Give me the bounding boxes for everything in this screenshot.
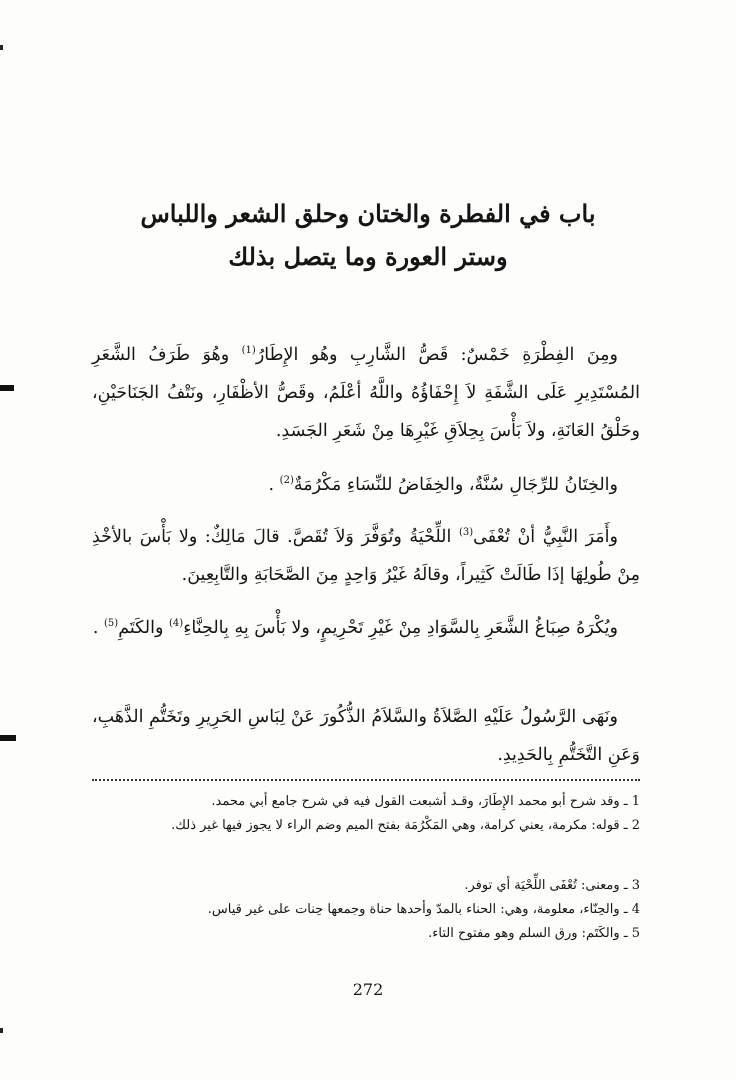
paragraph-sibagh bbox=[92, 609, 640, 647]
paragraph-text: ونَهَى الرَّسُولُ عَلَيْهِ الصَّلاَةُ والسَّلاَمُ الذُّكُورَ عَنْ لِبَاسِ الحَرِيرِ وتَخَتُّمِ الذَّهَبِ، وَعَنِ التَّخَتُّمِ بِالحَدِيدِ. bbox=[92, 707, 640, 765]
footnote-1: 1 ـ وقد شرح أبو محمد الإِطَارَ، وقـد أشبعت القول فيه في شرح جامع أبي محمد. bbox=[211, 794, 640, 809]
footnote-ref: (3) bbox=[458, 527, 474, 539]
footnote-divider bbox=[92, 779, 640, 781]
paragraph-text: ومِنَ الفِطْرَةِ خَمْسٌ: قَصُّ الشَّارِبِ وهُو الإِطَارُ bbox=[255, 345, 618, 365]
margin-mark bbox=[0, 735, 16, 741]
footnote-ref: (4) bbox=[169, 618, 184, 630]
paragraph-khitan bbox=[92, 466, 640, 504]
page-number: 272 bbox=[352, 980, 384, 999]
paragraph-text: اللِّحْيَةُ وتُوَفَّرَ وَلاَ تُقَصَّ. قالَ مَالِكٌ: ولا بَأْسَ بالأخْذِ مِنْ طُولِهَا إذَا طَالَتْ كَثِيراً، وقالَهُ غَيْرُ وَاحِدٍ مِنَ الصَّحَابَةِ والتَّابِعِينَ. bbox=[92, 527, 640, 585]
footnote-ref: (1) bbox=[241, 345, 256, 357]
scan-speck bbox=[0, 45, 3, 50]
paragraph-text: والكَتَمِ bbox=[118, 618, 170, 638]
scan-speck bbox=[0, 1028, 3, 1033]
paragraph-text: والخِتَانُ للرِّجَالِ سُنَّةٌ، والخِفَاضُ للنِّسَاءِ مَكْرُمَةٌ bbox=[293, 475, 618, 495]
footnote-5: 5 ـ والكَتَم: ورق السلم وهو مفتوح التاء. bbox=[428, 926, 640, 941]
chapter-title-line-2: وستر العورة وما يتصل بذلك bbox=[228, 242, 508, 271]
paragraph-text: وهُوَ طَرَفُ الشَّعَرِ المُسْتَدِيرِ عَلَى الشَّفَةِ لاَ إِحْفَاؤُهُ واللَّهُ أعْلَمُ، وقَصُّ الأظْفَارِ، ونَتْفُ الجَنَاحَيْنِ، وحَلْقُ العَانَةِ، ولاَ بَأْسَ بِحِلاَقِ غَيْرِهَا مِنْ شَعَرِ الجَسَدِ. bbox=[92, 345, 640, 441]
footnote-3: 3 ـ ومعنى: تُعْفَى اللِّحْيَة أي توفر. bbox=[464, 878, 640, 893]
paragraph-text: . bbox=[268, 475, 280, 495]
chapter-title-line-1: باب في الفطرة والختان وحلق الشعر واللباس bbox=[140, 199, 596, 228]
paragraph-lihya bbox=[92, 518, 640, 594]
footnote-ref: (5) bbox=[104, 618, 119, 630]
paragraph-libas bbox=[92, 698, 640, 774]
paragraph-fitra bbox=[92, 336, 640, 450]
footnote-ref: (2) bbox=[279, 475, 294, 487]
footnote-4: 4 ـ والحِنّاء، معلومة، وهي: الحناء بالمدّ وأحدها حناة وجمعها حِنات على غير قياس. bbox=[207, 902, 640, 917]
paragraph-text: ويُكْرَهُ صِبَاغُ الشَّعَرِ بِالسَّوَادِ مِنْ غَيْرِ تَحْرِيمٍ، ولا بَأْسَ بِهِ بِالحِنَّاءِ bbox=[183, 618, 618, 638]
paragraph-text: . bbox=[92, 618, 105, 638]
footnote-2: 2 ـ قوله: مكرمة، يعني كرامة، وهي المَكْرُمَة بفتح الميم وضم الراء لا يجوز فيها غير ذلك. bbox=[171, 818, 640, 833]
paragraph-text: وأَمَرَ النَّبِيُّ أنْ تُعْفَى bbox=[473, 527, 618, 547]
margin-mark bbox=[0, 385, 14, 391]
